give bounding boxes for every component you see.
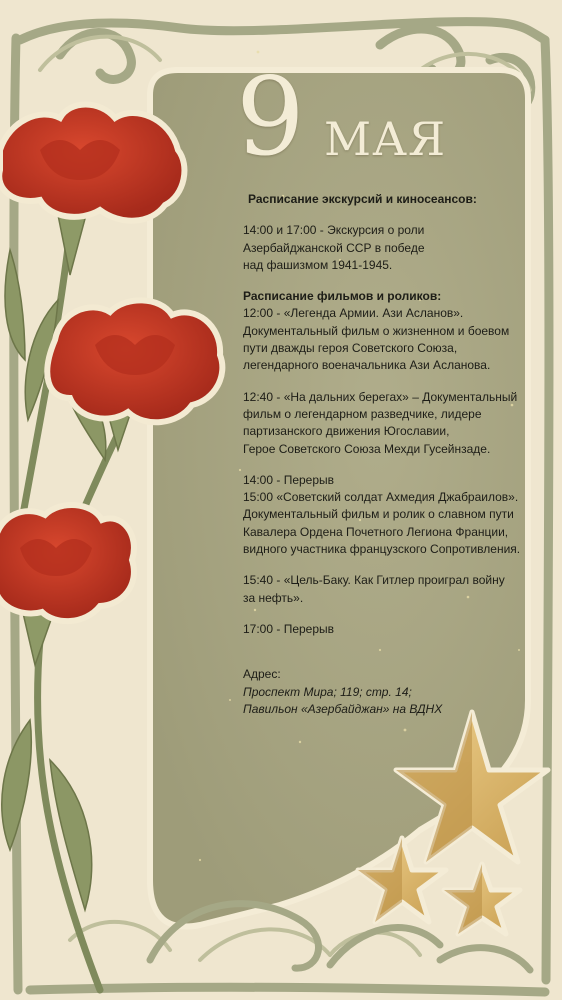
break-line: 17:00 - Перерыв: [243, 621, 335, 636]
excursion-line: Азербайджанской ССР в победе: [243, 240, 425, 255]
film2-line: Герое Советского Союза Мехди Гусейнзаде.: [243, 441, 491, 456]
schedule-text: [243, 191, 543, 718]
film2-line: партизанского движения Югославии,: [243, 424, 450, 439]
film1-line: 12:00 - «Легенда Армии. Ази Асланов».: [243, 306, 464, 321]
title-day: 9: [236, 55, 305, 180]
address-line: Проспект Мира; 119; стр. 14;: [243, 684, 412, 699]
page-title: [228, 55, 528, 188]
film1-line: легендарного военачальника Ази Асланова.: [243, 358, 491, 373]
film2-line: 12:40 - «На дальних берегах» – Документальный: [243, 389, 518, 404]
film1-line: Документальный фильм о жизненном и боевом: [243, 323, 510, 338]
break-line: 14:00 - Перерыв: [243, 472, 335, 487]
films-heading: Расписание фильмов и роликов:: [243, 289, 442, 304]
film1-line: пути дважды героя Советского Союза,: [243, 341, 458, 356]
film2-line: фильм о легендарном разведчике, лидере: [243, 406, 482, 421]
film3-line: Документальный фильм и ролик о славном пути: [243, 507, 514, 522]
film3-line: Кавалера Ордена Почетного Легиона Франции,: [243, 524, 509, 539]
excursion-line: 14:00 и 17:00 - Экскурсия о роли: [243, 223, 425, 238]
address-label: Адрес:: [243, 667, 281, 682]
film3-line: видного участника французского Сопротивления.: [243, 542, 521, 557]
title-month: мая: [324, 94, 447, 171]
film4-line: за нефть».: [243, 590, 304, 605]
film4-line: 15:40 - «Цель-Баку. Как Гитлер проиграл войну: [243, 573, 505, 588]
film3-line: 15:00 «Советский солдат Ахмедия Джабраилов».: [243, 490, 519, 505]
excursions-heading: Расписание экскурсий и киносеансов:: [248, 192, 477, 206]
address-line: Павильон «Азербайджан» на ВДНХ: [243, 701, 443, 716]
excursion-line: над фашизмом 1941-1945.: [243, 257, 393, 272]
